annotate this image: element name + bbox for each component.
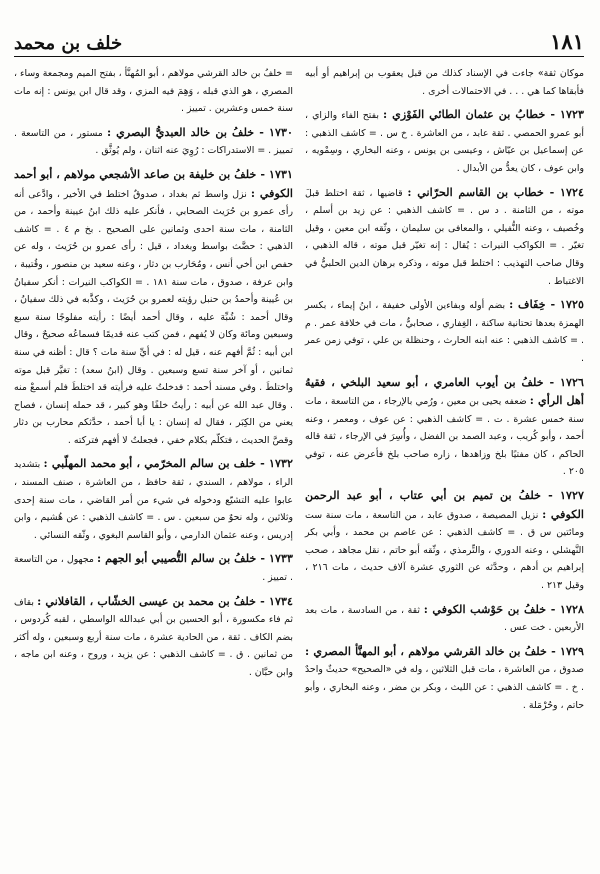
entry-body: بتشديد الراء ، مولاهم ، السندي ، ثقة حافظ ، من العاشرة ، صنف المسند ، عابوا عليه التشيّع ودخوله في شيء من أمر القاضي ، مات سنة إحدى وثلاثين ، وله نحوٌ من سبعين . س . = كاشف الذهبي : عن هُشيم ، وابن إدريس ، وعنه عثمان الدارمي ، وأبو القاسم البغوي ، وثّقه النسائي . (14, 459, 293, 541)
entry (305, 374, 584, 482)
entry-heading: ١٧٢٦ - خلفُ بن أيوب العامري ، أبو سعيد البلخي ، فقيهُ أهل الرأي : (305, 374, 584, 408)
entry-heading: ١٧٣٣ - خلفُ بن سالم التُّصيبي أبو الجهم : (97, 551, 294, 566)
entry (14, 166, 293, 450)
entry-body: = خلفُ بن خالد القرشي مولاهم ، أبو المُهنَّأ ، بفتح الميم ومجمعة وساء ، المصري ، هو الذي قبله ، وَهِمَ فيه المزي ، وقد قال ابن يونس : إنه مات سنة خمس وعشرين . تمييز . (14, 68, 293, 115)
entry (14, 593, 293, 682)
entry (14, 550, 293, 586)
entry-heading: ١٧٢٩ - خلفُ بن خالد القرشي مولاهم ، أبو المهنَّأ المصري : (305, 643, 584, 658)
entry-heading: ١٧٢٨ - خلفُ بن حَوْشب الكوفي : (423, 601, 584, 616)
entry (305, 65, 584, 100)
page-header (14, 10, 584, 54)
text-columns (14, 65, 584, 720)
entry-body: ضعفه يحيى بن معين ، ورُمي بالإرجاء ، من التاسعة ، مات سنة خمس عشرة . ت . = كاشف الذهبي : عن عوف ، ومعمر ، وعنه أحمد ، وأبو كُريب ، وعبد الصمد بن الفضل ، وأُسِرَ في الإرجاء ، ثقة قاله الحاكم ، كان مفتيًا بلخ وزاهدها ، زاره صاحب بلخ فأعرض عنه ، توفي ٢٠٥ . (305, 396, 584, 478)
entry (305, 643, 584, 714)
left-column (14, 65, 293, 720)
entry-heading: ١٧٣٤ - خلفُ بن محمد بن عيسى الخشّاب ، القافلاني : (37, 593, 293, 608)
entry-body: بضم أوله وبفاءين الأولى خفيفة ، ابنُ إيماء ، بكسر الهمزة بعدها تحتانية ساكنة ، الغِفاري ، صحابيٌّ ، مات في خلافة عمر . م . = كاشف الذهبي : عنه ابنه الحارث ، وحنظلة بن علي ، توفي زمن عمر . (305, 300, 584, 364)
entry-body: نزل واسط ثم بغداد ، صدوقٌ اختلط في الأخير ، وادَّعى أنه رأى عمرو بن حُرَيث الصحابي ، فأنكر عليه ذلك ابنُ عيينة وأحمد ، من الثامنة ، مات سنة احدى وثمانين على الصحيح . بخ م ٤ . = كاشف الذهبي : حضَّث بواسط وبغداد ، قيل : رأى عمرو بن حُرَيث ، وله عن حفص ابن أخي أنس ، ومُحَارب بن دثار ، وعنه سعيد بن منصور ، وقُتيبة ، وابن عرفة ، صدوق ، مات سنة ١٨١ . = الكواكب النيرات : أنكر سفيانُ بن عُيينة وأحمدُ بن حنبل رؤيته لعمرو بن حُرَيث ، وكذَّبه في ذلك سفيانُ ، وقال أحمد : شُبِّهَ عليه ، وقال أحمد أيضًا : رأيته مفلوجًا سنة سبع وسبعين ومائة وكان لا يُفهم ، فمن كتب عنه قديمًا فسماعُه صحيحٌ ، وقال ابن أبيه : ثُمَّ أفهم عنه ، قيل له : في أيِّ سنة مات ؟ قال : أظنه في سنة ثمانين ، أو آخر سنة تسع وسبعين . وقال (ابنُ سعد) : تغيَّر قبل موته واختلطَ . وفي مسند أحمد : فدخلتُ عليه فرأيته قد اختلطَ فلم أسمعْ منه . وقال عبد الله عن أبيه : رأيتُ خلفًا وهو كبير ، قد حمله إنسان ، فصاح يعني من الكِبَر ، فقال له إنسان : يا أبا أحمد ، حدَّثكم محارب بن دثار وقصَّ الحديث ، فتكلّم بكلام خفي ، فجعلتُ لا أفهم فتركته . (14, 188, 294, 446)
entry-body: ثقة ، من السادسة ، مات بعد الأربعين . خت عس . (305, 604, 584, 634)
page-number: ١٨١ (550, 29, 584, 54)
entry-body: نزيل المصيصة ، صدوق عابد ، من التاسعة ، مات سنة ست ومائتين س ق . = كاشف الذهبي : عن عاصم بن محمد ، وأبي بكر النَّهشلي ، وعنه الدوري ، والتِّرمذي ، وثّقه أبو حاتم ، نقل مجاهد ، صحب إبراهيم بن أدهم ، وحدَّثه عن الثوري عشرة آلاف حديث ، مات ٢١٦ ، وقيل ٢١٣ . (305, 509, 584, 592)
entry-body: مستور ، من التاسعة . تمييز . = الاستدراكات : رُوِيَ عنه اثنان ، ولم يُوثَّق . (14, 127, 293, 157)
entry (14, 124, 293, 160)
entry (305, 106, 584, 177)
entry (305, 601, 584, 637)
entry-heading: ١٧٣٢ - خلف بن سالم المخرّمي ، أبو محمد المهلّبي : (43, 456, 293, 471)
entry-body: بفتح الفاء والزاي ، أبو عمرو الحمصي . ثقة عابد ، من العاشرة . خ س . = كاشف الذهبي : عن إسماعيل بن عيّاش ، وعيسى بن يونس ، وعنه البخاري ، وسِمْويه ، وابن عوف ، كان يعدُّ من الأبدال . (305, 110, 584, 174)
entry-heading: ١٧٣٠ - خلفُ بن خالد العبديُّ البصري : (106, 124, 293, 139)
entry-heading: ١٧٢٥ - خِفَاف : (509, 297, 584, 312)
entry (305, 487, 584, 595)
entry-body: صدوق ، من العاشرة ، مات قبل الثلاثين ، وله في «الصحيح» حديثٌ واحدٌ . خ . = كاشف الذهبي : عن الليث ، وبكر بن مضر ، وعنه البخاري ، وأبو حاتم ، وحُرْمَلة . (305, 664, 584, 711)
entry-body: بقاف ثم فاء مكسورة ، أبو الحسين بن أبي عبدالله الواسطي ، لقبه كُردوس ، بضم الكاف . ثقة ، من الحادية عشرة ، مات سنة أربع وسبعين ، وله أكثر من ثمانين . ق . = كاشف الذهبي : عن يزيد ، وروح ، وعنه ابن ماجه ، وابن حبَّان . (14, 596, 293, 678)
entry-body: قاضيها ، ثقة اختلط قبلَ موته ، من الثامنة . د س . = كاشف الذهبي : عن زيد بن أسلم ، وخُصيف ، وعنه النُّفيلي ، والمعافى بن سليمان ، وثّقه ابن معين ، وقيل تغيّر . = الكواكب النيرات : يُقال : إنه تغيّر قبل موته ، قاله الذهبي ، وقال صاحب التهذيب : اختلط قبل موته ، وذكره برهان الدين الحلبيُّ في الاغتباط . (305, 187, 584, 287)
entry-heading: ١٧٢٤ - خطاب بن القاسم الحرّاني : (407, 184, 585, 199)
entry-body: مجهول ، من التاسعة . تمييز . (14, 554, 293, 584)
entry (305, 296, 584, 367)
entry-body: موكان ثقة» جاءت في الإسناد كذلك من قبل يعقوب بن إبراهيم أو أبيه فأبقاها كما هي . . . في الاحتمالات أخرى . (305, 68, 584, 97)
running-head: خلف بن محمد (14, 33, 123, 54)
right-column (305, 65, 584, 720)
entry (14, 455, 293, 544)
header-rule (14, 56, 584, 57)
entry (305, 184, 584, 291)
entry-heading: ١٧٢٧ - خلفُ بن تميم بن أبي عتاب ، أبو عبد الرحمن الكوفي : (305, 488, 584, 521)
entry-heading: ١٧٢٣ - خطابُ بن عثمان الطائي الفَوْزي : (383, 107, 584, 122)
entry-heading: ١٧٣١ - خلفُ بن خليفة بن صاعد الأشجعي مولاهم ، أبو أحمد الكوفي : (14, 166, 293, 200)
entry (14, 65, 293, 118)
